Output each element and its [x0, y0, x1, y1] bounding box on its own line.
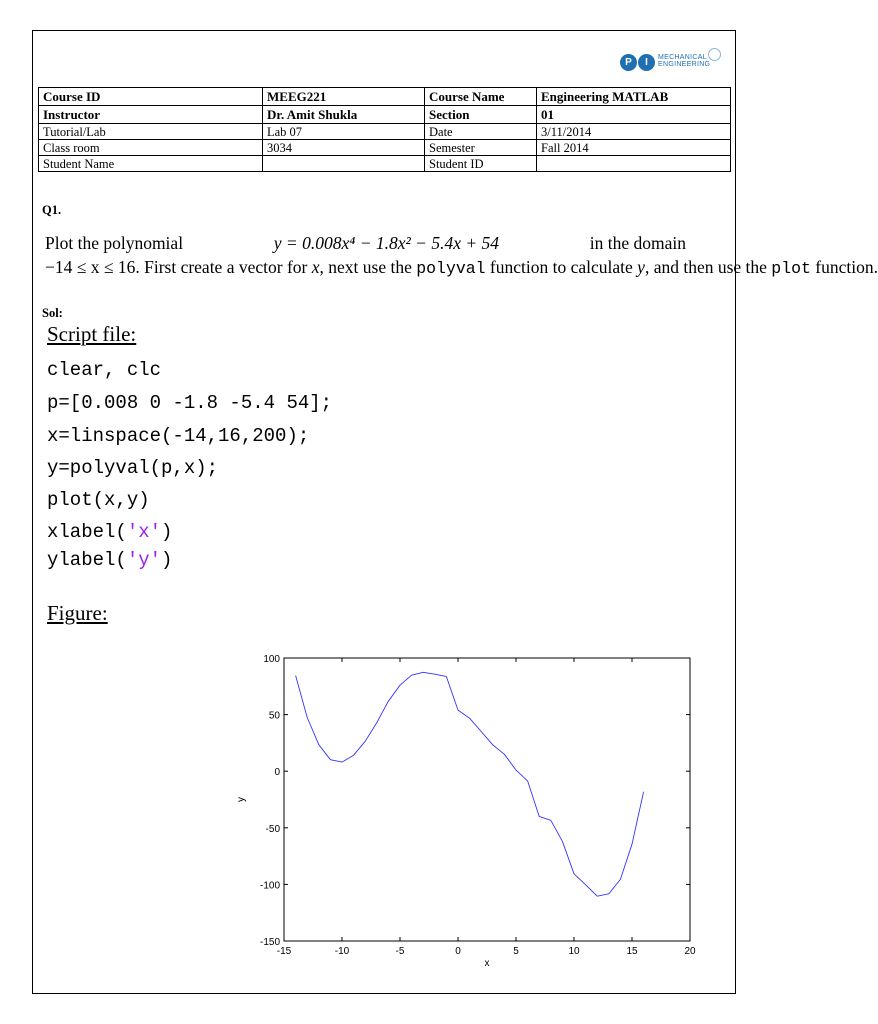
pi-logo	[620, 48, 730, 74]
table-cell: Fall 2014	[537, 140, 731, 156]
logo-text: MECHANICAL ENGINEERING	[658, 54, 711, 68]
polynomial-equation: y = 0.008x⁴ − 1.8x² − 5.4x + 54	[273, 233, 500, 253]
logo-letter-i: I	[638, 54, 655, 71]
table-row	[39, 124, 731, 140]
table-cell	[263, 156, 425, 172]
logo-letter-p: P	[620, 54, 637, 71]
x-tick-label: 15	[626, 946, 638, 957]
question-text: Plot the polynomial y = 0.008x⁴ − 1.8x² − 5.4x + 54 in the domain −14 ≤ x ≤ 16. First create a vector for x, next use the polyval function to calculate y, and then use the plot function.	[45, 233, 878, 278]
table-row	[39, 156, 731, 172]
code-line-xlabel: xlabel('x')	[47, 521, 173, 543]
x-tick-label: 10	[568, 946, 580, 957]
table-cell: Lab 07	[263, 124, 425, 140]
x-tick-label: -15	[276, 946, 292, 957]
series-line	[296, 672, 644, 896]
y-tick-label: 100	[263, 654, 280, 665]
table-cell: Tutorial/Lab	[39, 124, 263, 140]
x-tick-label: 20	[684, 946, 696, 957]
course-info-table	[38, 87, 731, 172]
table-cell: Student Name	[39, 156, 263, 172]
table-cell: Date	[425, 124, 537, 140]
gear-icon	[708, 48, 721, 61]
figure-heading: Figure:	[47, 601, 108, 625]
y-tick-label: 50	[268, 710, 280, 722]
x-tick-label: 5	[513, 946, 519, 957]
code-line-ylabel: ylabel('y')	[47, 549, 173, 571]
polynomial-plot	[222, 648, 712, 968]
table-cell: Course ID	[39, 88, 263, 106]
table-cell: Instructor	[39, 106, 263, 124]
domain-inequality: −14 ≤ x ≤ 16	[45, 257, 136, 277]
table-cell: 01	[537, 106, 731, 124]
code-line: plot(x,y)	[47, 489, 150, 511]
x-tick-label: -5	[395, 946, 405, 957]
table-cell	[537, 156, 731, 172]
solution-label: Sol:	[42, 306, 63, 320]
table-row	[39, 88, 731, 106]
code-line: y=polyval(p,x);	[47, 457, 219, 479]
plot-frame	[284, 658, 690, 941]
y-tick-label: 0	[274, 767, 280, 779]
question-label: Q1.	[42, 203, 62, 217]
x-axis-label: x	[484, 958, 490, 969]
table-cell: Dr. Amit Shukla	[263, 106, 425, 124]
code-line: x=linspace(-14,16,200);	[47, 425, 310, 447]
y-axis-label: y	[236, 797, 247, 802]
table-row	[39, 106, 731, 124]
y-tick-label: -100	[259, 880, 280, 892]
table-cell: Semester	[425, 140, 537, 156]
table-cell: 3/11/2014	[537, 124, 731, 140]
x-tick-label: -10	[334, 946, 350, 957]
table-cell: Section	[425, 106, 537, 124]
x-tick-label: 0	[455, 946, 461, 957]
table-cell: Course Name	[425, 88, 537, 106]
y-tick-label: -150	[259, 937, 280, 948]
code-line: p=[0.008 0 -1.8 -5.4 54];	[47, 392, 333, 414]
table-cell: MEEG221	[263, 88, 425, 106]
y-tick-label: -50	[265, 823, 280, 835]
table-row	[39, 140, 731, 156]
table-cell: Class room	[39, 140, 263, 156]
code-line: clear, clc	[47, 359, 162, 381]
script-heading: Script file:	[47, 322, 137, 346]
table-cell: Student ID	[425, 156, 537, 172]
table-cell: 3034	[263, 140, 425, 156]
table-cell: Engineering MATLAB	[537, 88, 731, 106]
